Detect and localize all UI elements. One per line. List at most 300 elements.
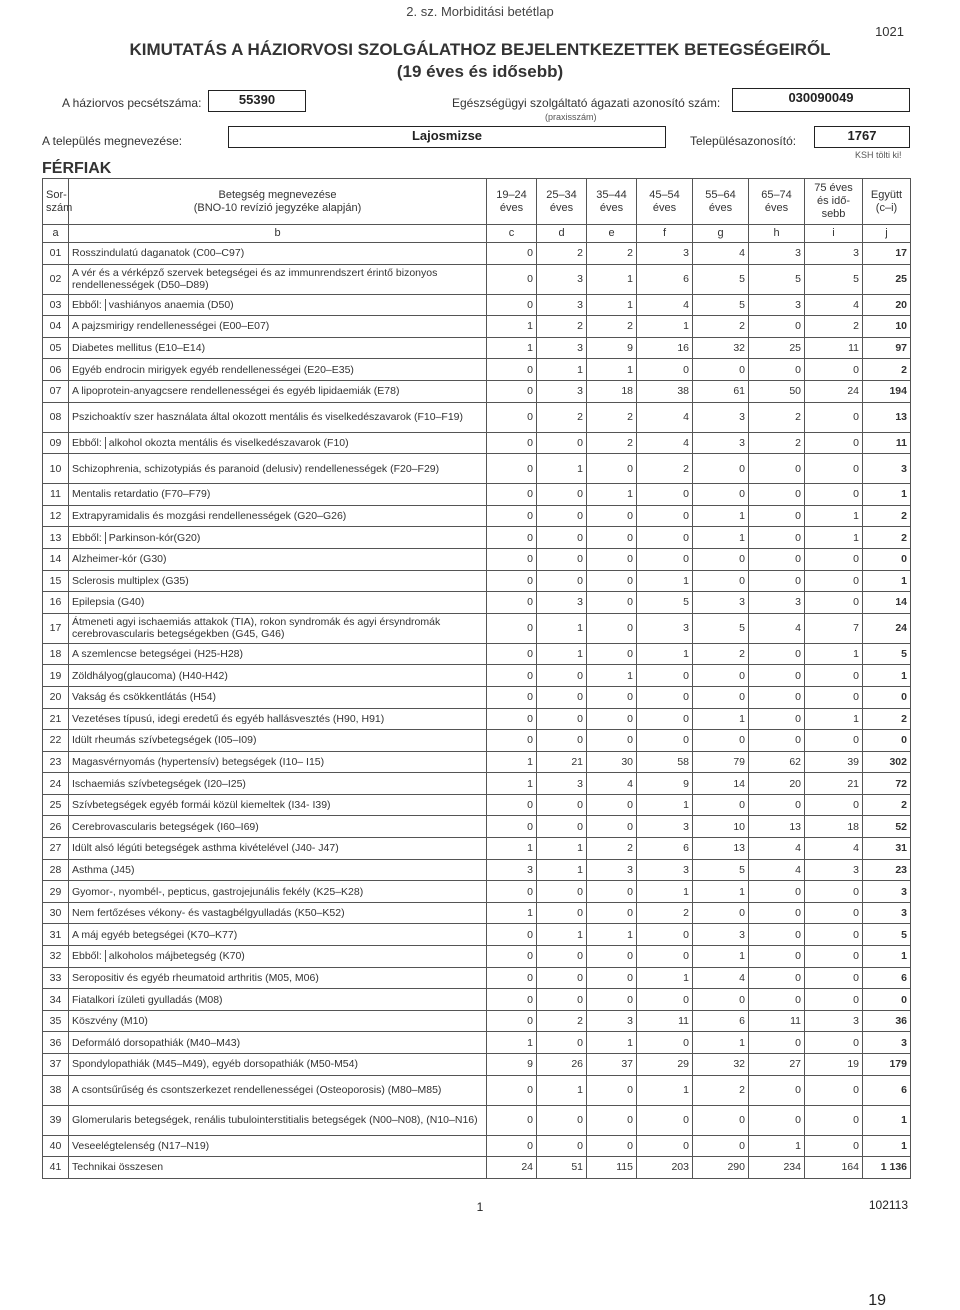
settlement-code-label: Településazonosító: — [690, 134, 797, 148]
age-value: 0 — [637, 1032, 693, 1054]
age-value: 0 — [693, 686, 749, 708]
age-value: 21 — [537, 751, 587, 773]
age-value: 5 — [693, 294, 749, 316]
age-value: 2 — [693, 316, 749, 338]
col-letter: f — [637, 225, 693, 243]
total-value: 97 — [863, 337, 911, 359]
age-value: 4 — [693, 243, 749, 265]
page-title: KIMUTATÁS A HÁZIORVOSI SZOLGÁLATHOZ BEJELENTKEZETTEK BETEGSÉGEIRŐL — [129, 40, 831, 59]
age-value: 0 — [537, 708, 587, 730]
col-letter: h — [749, 225, 805, 243]
total-value: 3 — [863, 881, 911, 903]
age-value: 0 — [749, 570, 805, 592]
age-value: 10 — [693, 816, 749, 838]
table-row — [43, 730, 911, 752]
page-id: 1021 — [875, 24, 904, 39]
ksh-note: KSH tölti ki! — [855, 150, 902, 160]
age-value: 0 — [487, 989, 537, 1011]
disease-name: Vakság és csökkentlátás (H54) — [72, 691, 216, 704]
disease-name-cell — [69, 859, 487, 881]
row-number: 15 — [43, 570, 69, 592]
disease-name-cell — [69, 264, 487, 294]
age-value: 2 — [587, 432, 637, 454]
age-value: 5 — [693, 264, 749, 294]
age-value: 51 — [537, 1157, 587, 1179]
age-value: 0 — [587, 527, 637, 549]
disease-name-cell — [69, 794, 487, 816]
total-value: 2 — [863, 505, 911, 527]
table-row — [43, 454, 911, 484]
age-value: 0 — [805, 432, 863, 454]
age-value: 0 — [587, 946, 637, 968]
age-value: 1 — [587, 294, 637, 316]
disease-name-cell — [69, 294, 487, 316]
age-value: 3 — [487, 859, 537, 881]
age-value: 1 — [487, 773, 537, 795]
total-value: 72 — [863, 773, 911, 795]
age-value: 32 — [693, 337, 749, 359]
age-value: 115 — [587, 1157, 637, 1179]
table-row — [43, 592, 911, 614]
disease-name: Deformáló dorsopathiák (M40–M43) — [72, 1036, 241, 1049]
age-value: 2 — [587, 316, 637, 338]
age-value: 3 — [693, 402, 749, 432]
disease-name-cell — [69, 1010, 487, 1032]
row-number: 12 — [43, 505, 69, 527]
age-value: 1 — [587, 1032, 637, 1054]
col-header-age: 45–54 éves — [637, 179, 693, 225]
age-value: 0 — [537, 881, 587, 903]
disease-name: Idült rheumás szívbetegségek (I05–I09) — [72, 734, 257, 747]
total-value: 194 — [863, 380, 911, 402]
age-value: 2 — [637, 454, 693, 484]
disease-name-cell — [69, 643, 487, 665]
age-value: 1 — [749, 1135, 805, 1157]
age-value: 3 — [637, 816, 693, 838]
age-value: 4 — [805, 838, 863, 860]
age-value: 3 — [587, 1010, 637, 1032]
age-value: 1 — [587, 264, 637, 294]
col-header-sorszam: Sor-szám — [43, 179, 69, 225]
age-value: 1 — [587, 359, 637, 381]
disease-name: Schizophrenia, schizotypiás és paranoid (delusiv) rendellenességek (F20–F29) — [72, 462, 440, 475]
total-value: 3 — [863, 454, 911, 484]
age-value: 6 — [693, 1010, 749, 1032]
age-value: 0 — [805, 548, 863, 570]
age-value: 1 — [637, 570, 693, 592]
disease-name: Parkinson-kór(G20) — [108, 531, 201, 544]
age-value: 4 — [637, 294, 693, 316]
row-number: 36 — [43, 1032, 69, 1054]
table-row — [43, 946, 911, 968]
row-number: 01 — [43, 243, 69, 265]
disease-name: A máj egyéb betegségei (K70–K77) — [72, 928, 238, 941]
age-value: 38 — [637, 380, 693, 402]
total-value: 52 — [863, 816, 911, 838]
age-value: 5 — [749, 264, 805, 294]
disease-name: Zöldhályog(glaucoma) (H40-H42) — [72, 669, 228, 682]
age-value: 0 — [537, 548, 587, 570]
age-value: 0 — [537, 527, 587, 549]
settlement-label: A település megnevezése: — [42, 134, 183, 148]
age-value: 2 — [537, 316, 587, 338]
row-number: 35 — [43, 1010, 69, 1032]
row-number: 31 — [43, 924, 69, 946]
age-value: 0 — [587, 967, 637, 989]
row-number: 22 — [43, 730, 69, 752]
age-value: 4 — [805, 294, 863, 316]
age-value: 0 — [749, 924, 805, 946]
age-value: 1 — [637, 1075, 693, 1105]
age-value: 0 — [749, 643, 805, 665]
age-value: 0 — [487, 924, 537, 946]
total-value: 24 — [863, 613, 911, 643]
age-value: 1 — [487, 838, 537, 860]
row-number: 03 — [43, 294, 69, 316]
col-letter: d — [537, 225, 587, 243]
age-value: 1 — [587, 484, 637, 506]
col-letter: g — [693, 225, 749, 243]
disease-name-cell — [69, 946, 487, 968]
age-value: 0 — [805, 794, 863, 816]
table-row — [43, 1075, 911, 1105]
age-value: 0 — [487, 294, 537, 316]
disease-name-cell — [69, 316, 487, 338]
age-value: 4 — [749, 613, 805, 643]
age-value: 3 — [537, 337, 587, 359]
age-value: 3 — [537, 592, 587, 614]
age-value: 1 — [805, 527, 863, 549]
age-value: 0 — [487, 708, 537, 730]
age-value: 3 — [537, 294, 587, 316]
age-value: 0 — [637, 946, 693, 968]
age-value: 4 — [693, 967, 749, 989]
total-value: 1 — [863, 946, 911, 968]
total-value: 14 — [863, 592, 911, 614]
age-value: 1 — [587, 665, 637, 687]
age-value: 0 — [587, 794, 637, 816]
disease-name: A pajzsmirigy rendellenességei (E00–E07) — [72, 320, 270, 333]
table-row — [43, 264, 911, 294]
sector-id-field: 030090049 — [732, 88, 910, 112]
age-value: 2 — [587, 243, 637, 265]
age-value: 0 — [693, 730, 749, 752]
disease-name-cell — [69, 527, 487, 549]
table-row — [43, 794, 911, 816]
age-value: 0 — [587, 816, 637, 838]
disease-name: Nem fertőzéses vékony- és vastagbélgyulladás (K50–K52) — [72, 907, 345, 920]
disease-name: A csontsűrűség és csontszerkezet rendellenességei (Osteoporosis) (M80–M85) — [72, 1084, 442, 1097]
age-value: 0 — [749, 484, 805, 506]
age-value: 11 — [749, 1010, 805, 1032]
age-value: 0 — [693, 989, 749, 1011]
age-value: 203 — [637, 1157, 693, 1179]
disease-name-cell — [69, 665, 487, 687]
total-value: 36 — [863, 1010, 911, 1032]
row-number: 20 — [43, 686, 69, 708]
age-value: 164 — [805, 1157, 863, 1179]
disease-name: Köszvény (M10) — [72, 1015, 148, 1028]
table-row — [43, 816, 911, 838]
age-value: 5 — [637, 592, 693, 614]
age-value: 1 — [487, 751, 537, 773]
table-row — [43, 1010, 911, 1032]
age-value: 27 — [749, 1054, 805, 1076]
table-row — [43, 708, 911, 730]
disease-name: Idült alsó légúti betegségek asthma kivételével (J40- J47) — [72, 842, 339, 855]
age-value: 0 — [537, 794, 587, 816]
table-row — [43, 1157, 911, 1179]
row-number: 04 — [43, 316, 69, 338]
age-value: 0 — [587, 505, 637, 527]
disease-name-cell — [69, 592, 487, 614]
age-value: 1 — [693, 505, 749, 527]
ebbol-label: Ebből: — [72, 532, 106, 544]
age-value: 0 — [537, 484, 587, 506]
disease-name-cell — [69, 505, 487, 527]
age-value: 0 — [637, 989, 693, 1011]
age-value: 0 — [537, 989, 587, 1011]
row-number: 27 — [43, 838, 69, 860]
age-value: 0 — [487, 505, 537, 527]
age-value: 0 — [487, 402, 537, 432]
age-value: 0 — [587, 730, 637, 752]
col-header-age: 35–44 éves — [587, 179, 637, 225]
age-value: 3 — [537, 264, 587, 294]
age-value: 37 — [587, 1054, 637, 1076]
age-value: 2 — [749, 402, 805, 432]
age-value: 3 — [537, 380, 587, 402]
total-value: 6 — [863, 1075, 911, 1105]
disease-name-cell — [69, 924, 487, 946]
row-number: 19 — [43, 665, 69, 687]
disease-name-cell — [69, 1032, 487, 1054]
age-value: 1 — [537, 924, 587, 946]
col-header-age: 25–34 éves — [537, 179, 587, 225]
age-value: 0 — [537, 946, 587, 968]
total-value: 31 — [863, 838, 911, 860]
row-number: 29 — [43, 881, 69, 903]
age-value: 1 — [587, 924, 637, 946]
table-row — [43, 548, 911, 570]
age-value: 0 — [693, 570, 749, 592]
age-value: 0 — [587, 570, 637, 592]
row-number: 21 — [43, 708, 69, 730]
age-value: 1 — [537, 613, 587, 643]
age-value: 21 — [805, 773, 863, 795]
col-letter: i — [805, 225, 863, 243]
age-value: 0 — [749, 989, 805, 1011]
age-value: 0 — [487, 243, 537, 265]
table-row — [43, 773, 911, 795]
disease-name: Ischaemiás szívbetegségek (I20–I25) — [72, 777, 246, 790]
age-value: 14 — [693, 773, 749, 795]
disease-name: Rosszindulatú daganatok (C00–C97) — [72, 247, 245, 260]
age-value: 0 — [587, 989, 637, 1011]
age-value: 0 — [693, 454, 749, 484]
disease-name: Seropositiv és egyéb rheumatoid arthritis (M05, M06) — [72, 971, 319, 984]
age-value: 0 — [587, 1105, 637, 1135]
table-row — [43, 243, 911, 265]
total-value: 25 — [863, 264, 911, 294]
disease-name-cell — [69, 816, 487, 838]
disease-name: A lipoprotein-anyagcsere rendellenességei és egyéb lipidaemiák (E78) — [72, 385, 400, 398]
row-number: 23 — [43, 751, 69, 773]
age-value: 0 — [487, 613, 537, 643]
age-value: 1 — [537, 454, 587, 484]
form-subtitle: 2. sz. Morbiditási betétlap — [406, 4, 554, 19]
age-value: 30 — [587, 751, 637, 773]
disease-name-cell — [69, 243, 487, 265]
age-value: 0 — [487, 454, 537, 484]
age-value: 0 — [587, 1135, 637, 1157]
table-row — [43, 1135, 911, 1157]
age-value: 0 — [693, 665, 749, 687]
age-value: 0 — [805, 359, 863, 381]
age-value: 26 — [537, 1054, 587, 1076]
age-value: 2 — [693, 643, 749, 665]
row-number: 02 — [43, 264, 69, 294]
table-row — [43, 402, 911, 432]
age-value: 1 — [693, 708, 749, 730]
age-value: 0 — [749, 708, 805, 730]
disease-name: Átmeneti agyi ischaemiás attakok (TIA), rokon syndromák és agyi érsyndromák cerebrovascularis betegségekben (G45, G46) — [72, 616, 441, 641]
age-value: 1 — [637, 643, 693, 665]
age-value: 0 — [637, 708, 693, 730]
age-value: 1 — [637, 881, 693, 903]
row-number: 13 — [43, 527, 69, 549]
total-value: 2 — [863, 359, 911, 381]
age-value: 0 — [487, 432, 537, 454]
age-value: 0 — [693, 1135, 749, 1157]
age-value: 5 — [693, 859, 749, 881]
age-value: 0 — [693, 548, 749, 570]
age-value: 3 — [537, 773, 587, 795]
age-value: 0 — [805, 1105, 863, 1135]
table-row — [43, 859, 911, 881]
table-row — [43, 380, 911, 402]
age-value: 0 — [587, 881, 637, 903]
age-value: 62 — [749, 751, 805, 773]
age-value: 11 — [805, 337, 863, 359]
age-value: 2 — [637, 902, 693, 924]
ebbol-label: Ebből: — [72, 950, 106, 962]
table-row — [43, 686, 911, 708]
age-value: 0 — [749, 527, 805, 549]
age-value: 0 — [587, 1075, 637, 1105]
age-value: 13 — [749, 816, 805, 838]
col-letter: c — [487, 225, 537, 243]
disease-name: A szemlencse betegségei (H25-H28) — [72, 648, 244, 661]
disease-name: Vezetéses típusú, idegi eredetű és egyéb hallásvesztés (H90, H91) — [72, 712, 385, 725]
table-row — [43, 484, 911, 506]
age-value: 0 — [805, 946, 863, 968]
age-value: 18 — [587, 380, 637, 402]
disease-name-cell — [69, 989, 487, 1011]
age-value: 0 — [587, 454, 637, 484]
age-value: 0 — [537, 1105, 587, 1135]
age-value: 0 — [487, 794, 537, 816]
age-value: 0 — [587, 643, 637, 665]
age-value: 5 — [805, 264, 863, 294]
age-value: 3 — [637, 613, 693, 643]
age-value: 0 — [805, 989, 863, 1011]
total-value: 1 — [863, 1105, 911, 1135]
age-value: 0 — [637, 686, 693, 708]
age-value: 4 — [587, 773, 637, 795]
age-value: 1 — [537, 643, 587, 665]
table-row — [43, 294, 911, 316]
table-row — [43, 613, 911, 643]
row-number: 39 — [43, 1105, 69, 1135]
age-value: 2 — [693, 1075, 749, 1105]
seal-label: A háziorvos pecsétszáma: — [62, 96, 202, 110]
age-value: 0 — [805, 967, 863, 989]
age-value: 0 — [637, 359, 693, 381]
page-number: 19 — [868, 1292, 886, 1309]
age-value: 0 — [805, 454, 863, 484]
age-value: 2 — [537, 1010, 587, 1032]
table-row — [43, 989, 911, 1011]
age-value: 0 — [749, 359, 805, 381]
total-value: 6 — [863, 967, 911, 989]
total-value: 11 — [863, 432, 911, 454]
age-value: 0 — [537, 665, 587, 687]
age-value: 0 — [487, 264, 537, 294]
age-value: 0 — [587, 613, 637, 643]
table-row — [43, 751, 911, 773]
age-value: 1 — [637, 967, 693, 989]
age-value: 0 — [749, 1032, 805, 1054]
age-value: 1 — [693, 946, 749, 968]
col-header-age: 19–24 éves — [487, 179, 537, 225]
settlement-code-field: 1767 — [814, 126, 910, 148]
disease-name-cell — [69, 1157, 487, 1179]
age-value: 0 — [537, 967, 587, 989]
table-row — [43, 838, 911, 860]
total-value: 10 — [863, 316, 911, 338]
col-letter: b — [69, 225, 487, 243]
total-value: 179 — [863, 1054, 911, 1076]
disease-name: alkoholos májbetegség (K70) — [108, 950, 245, 963]
age-value: 11 — [637, 1010, 693, 1032]
age-value: 2 — [587, 402, 637, 432]
age-value: 1 — [537, 359, 587, 381]
total-value: 3 — [863, 1032, 911, 1054]
table-row — [43, 924, 911, 946]
age-value: 25 — [749, 337, 805, 359]
row-number: 26 — [43, 816, 69, 838]
row-number: 09 — [43, 432, 69, 454]
age-value: 0 — [487, 643, 537, 665]
table-row — [43, 337, 911, 359]
col-header-age: 55–64 éves — [693, 179, 749, 225]
table-row — [43, 881, 911, 903]
age-value: 3 — [637, 243, 693, 265]
total-value: 2 — [863, 527, 911, 549]
col-header-age: 65–74 éves — [749, 179, 805, 225]
age-value: 0 — [587, 592, 637, 614]
age-value: 0 — [487, 1135, 537, 1157]
age-value: 18 — [805, 816, 863, 838]
age-value: 0 — [487, 946, 537, 968]
ebbol-label: Ebből: — [72, 437, 106, 449]
settlement-value: Lajosmizse — [411, 128, 483, 143]
age-value: 3 — [693, 592, 749, 614]
total-value: 13 — [863, 402, 911, 432]
age-value: 0 — [805, 924, 863, 946]
age-value: 0 — [587, 708, 637, 730]
